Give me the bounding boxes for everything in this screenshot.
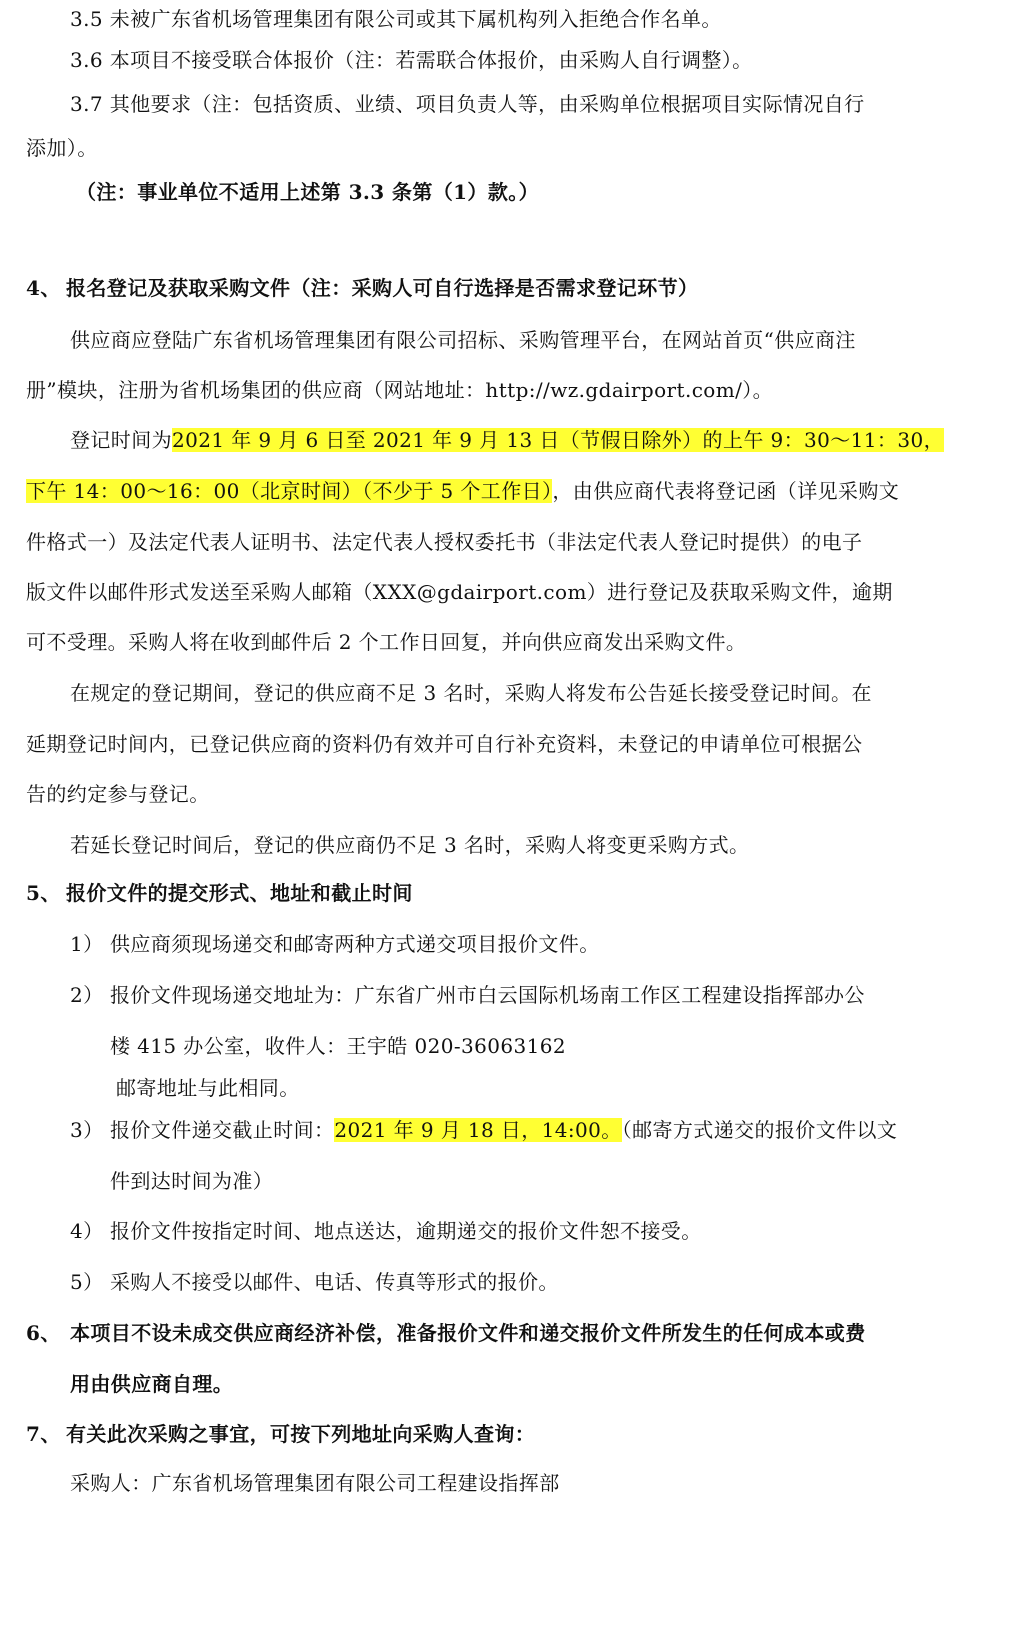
section-5-heading <box>0 878 1030 908</box>
list-item-3-cont: 件到达时间为准） <box>110 1169 274 1193</box>
list-item-2-cont-2: 邮寄地址与此相同。 <box>116 1076 300 1100</box>
registration-time-label: 登记时间为 <box>70 428 172 452</box>
list-item-5 <box>0 1267 1030 1297</box>
registration-time-cont: ，由供应商代表将登记函（详见采购文 <box>552 479 900 503</box>
list-item-5-number: 5） <box>70 1270 104 1294</box>
section-5-number: 5、 <box>26 881 61 905</box>
list-item-2-text: 报价文件现场递交地址为：广东省广州市白云国际机场南工作区工程建设指挥部办公 <box>110 983 865 1007</box>
extension-line-3: 告的约定参与登记。 <box>26 782 210 806</box>
extension-line-1: 在规定的登记期间，登记的供应商不足 3 名时，采购人将发布公告延长接受登记时间。在 <box>70 681 872 705</box>
section-7-number: 7、 <box>26 1422 61 1446</box>
registration-line-4: 版文件以邮件形式发送至采购人邮箱（XXX@gdairport.com）进行登记及获取采购文件，逾期 <box>26 580 893 604</box>
section-6-cont: 用由供应商自理。 <box>70 1372 234 1396</box>
highlighted-registration-hours: 下午 14：00～16：00（北京时间）（不少于 5 个工作日） <box>26 479 553 503</box>
note-public-institution: （注：事业单位不适用上述第 3.3 条第（1）款。） <box>76 180 540 204</box>
section-5-title: 报价文件的提交形式、地址和截止时间 <box>66 881 413 905</box>
list-item-3-note: （邮寄方式递交的报价文件以文 <box>621 1118 898 1142</box>
section-4-heading <box>0 273 1030 303</box>
section-4-title: 报名登记及获取采购文件（注：采购人可自行选择是否需求登记环节） <box>66 276 699 300</box>
list-item-2-cont-1: 楼 415 办公室，收件人：王宇皓 020-36063162 <box>110 1034 566 1058</box>
clause-3-5: 3.5 未被广东省机场管理集团有限公司或其下属机构列入拒绝合作名单。 <box>70 7 722 31</box>
list-item-2-number: 2） <box>70 983 104 1007</box>
section-6-heading <box>0 1318 1030 1348</box>
list-item-4-text: 报价文件按指定时间、地点送达，逾期递交的报价文件恕不接受。 <box>110 1219 702 1243</box>
clause-3-7: 3.7 其他要求（注：包括资质、业绩、项目负责人等，由采购单位根据项目实际情况自行 <box>70 92 865 116</box>
clause-3-7-cont: 添加）。 <box>26 136 98 160</box>
purchaser-line: 采购人：广东省机场管理集团有限公司工程建设指挥部 <box>70 1471 560 1495</box>
list-item-3-label: 报价文件递交截止时间： <box>110 1118 335 1142</box>
list-item-3 <box>0 1115 1030 1145</box>
section-7-title: 有关此次采购之事宜，可按下列地址向采购人查询： <box>66 1422 536 1446</box>
list-item-1-text: 供应商须现场递交和邮寄两种方式递交项目报价文件。 <box>110 932 600 956</box>
list-item-1 <box>0 929 1030 959</box>
section-7-heading <box>0 1419 1030 1449</box>
registration-time-line-2 <box>0 476 1030 506</box>
change-procurement-line: 若延长登记时间后，登记的供应商仍不足 3 名时，采购人将变更采购方式。 <box>70 833 750 857</box>
extension-line-2: 延期登记时间内，已登记供应商的资料仍有效并可自行补充资料，未登记的申请单位可根据公 <box>26 732 863 756</box>
list-item-1-number: 1） <box>70 932 104 956</box>
clause-3-6: 3.6 本项目不接受联合体报价（注：若需联合体报价，由采购人自行调整）。 <box>70 48 753 72</box>
list-item-4-number: 4） <box>70 1219 104 1243</box>
highlighted-deadline: 2021 年 9 月 18 日，14:00。 <box>334 1118 622 1142</box>
section-4-number: 4、 <box>26 276 61 300</box>
list-item-2 <box>0 980 1030 1010</box>
section-6-title: 本项目不设未成交供应商经济补偿，准备报价文件和递交报价文件所发生的任何成本或费 <box>70 1321 866 1345</box>
list-item-4 <box>0 1216 1030 1246</box>
registration-line-3: 件格式一）及法定代表人证明书、法定代表人授权委托书（非法定代表人登记时提供）的电子 <box>26 530 863 554</box>
registration-line-5: 可不受理。采购人将在收到邮件后 2 个工作日回复，并向供应商发出采购文件。 <box>26 630 747 654</box>
highlighted-registration-dates: 2021 年 9 月 6 日至 2021 年 9 月 13 日（节假日除外）的上午 9：30～11：30， <box>172 428 944 452</box>
paragraph-register-line-1: 供应商应登陆广东省机场管理集团有限公司招标、采购管理平台，在网站首页“供应商注 <box>70 328 856 352</box>
section-6-number: 6、 <box>26 1321 61 1345</box>
list-item-3-number: 3） <box>70 1118 104 1142</box>
list-item-5-text: 采购人不接受以邮件、电话、传真等形式的报价。 <box>110 1270 559 1294</box>
registration-time-line-1 <box>0 425 1030 455</box>
paragraph-register-line-2: 册”模块，注册为省机场集团的供应商（网站地址：http://wz.gdairport.com/）。 <box>26 378 774 402</box>
